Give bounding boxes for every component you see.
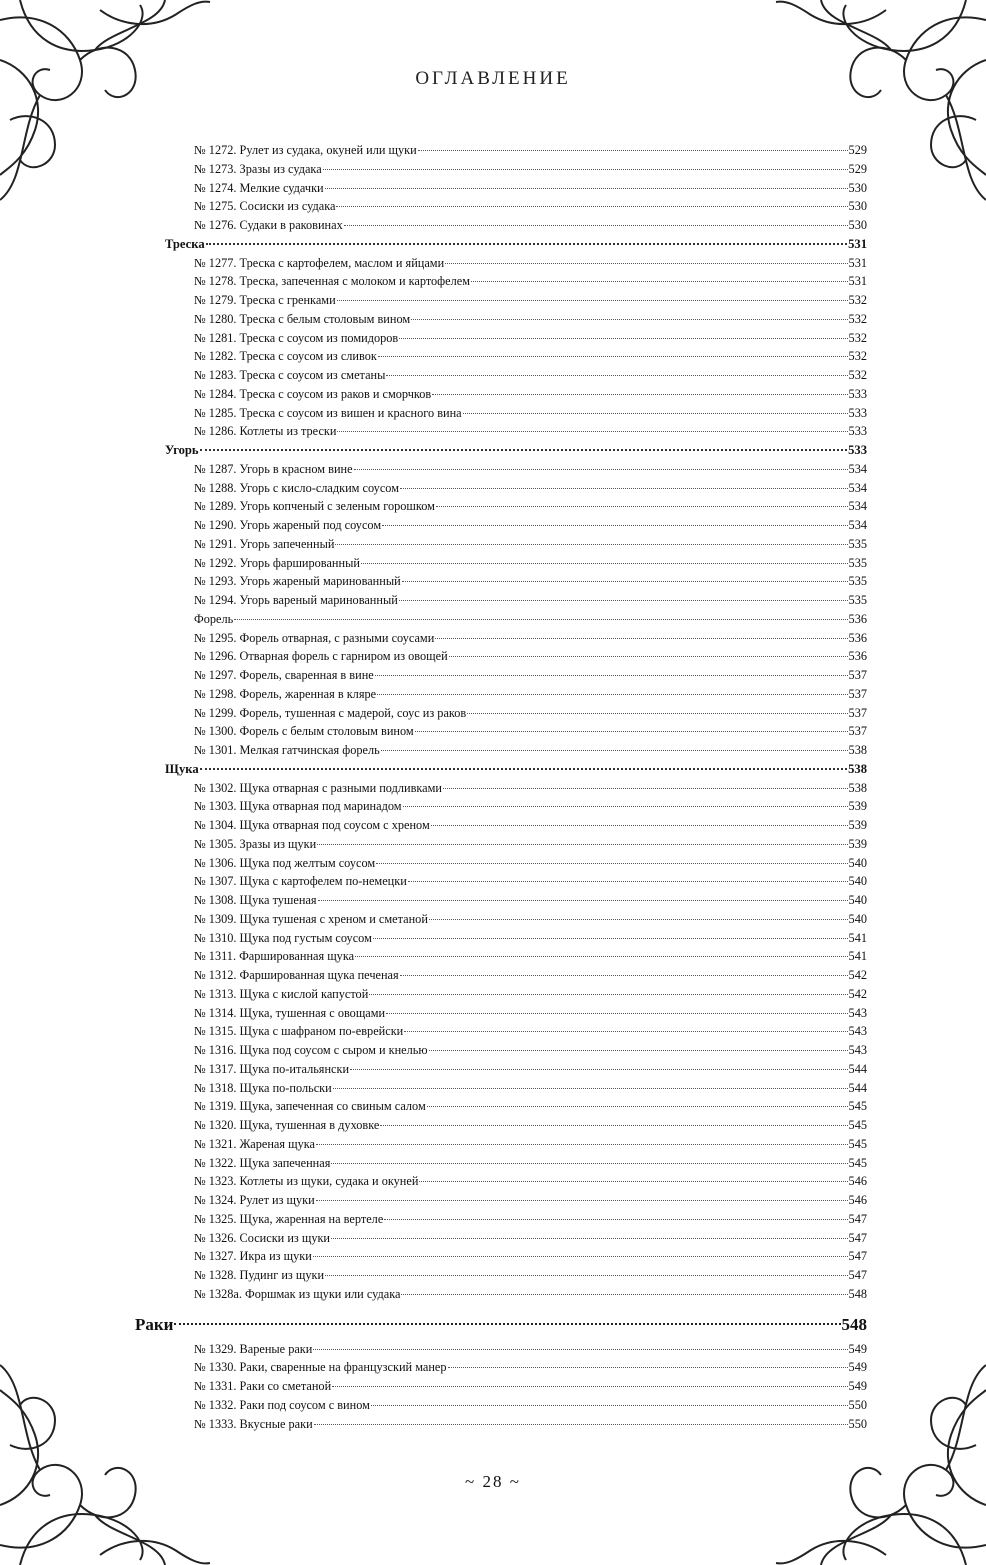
dot-leader xyxy=(375,675,848,676)
dot-leader xyxy=(386,375,847,376)
toc-entry-page: 538 xyxy=(848,761,867,776)
dot-leader xyxy=(411,319,847,320)
toc-entry-title: № 1297. Форель, сваренная в вине xyxy=(194,668,374,682)
toc-entry-title: № 1272. Рулет из судака, окуней или щуки xyxy=(194,143,417,157)
toc-entry-page: 537 xyxy=(848,686,867,701)
dot-leader xyxy=(323,169,848,170)
toc-entry-page: 535 xyxy=(848,536,867,551)
toc-recipe-entry xyxy=(165,591,867,610)
toc-entry-title: № 1328. Пудинг из щуки xyxy=(194,1268,325,1282)
dot-leader xyxy=(336,206,847,207)
toc-entry-title: № 1290. Угорь жареный под соусом xyxy=(194,518,382,532)
dot-leader xyxy=(333,1088,848,1089)
dot-leader xyxy=(381,750,848,751)
toc-entry-title: № 1330. Раки, сваренные на французский манер xyxy=(194,1360,447,1375)
toc-entry-page: 531 xyxy=(848,236,867,251)
toc-recipe-entry xyxy=(165,872,867,891)
toc-entry-page: 533 xyxy=(848,405,867,420)
toc-recipe-entry xyxy=(165,291,867,310)
toc-recipe-entry xyxy=(165,216,867,235)
dot-leader xyxy=(399,600,848,601)
toc-entry-title: № 1277. Треска с картофелем, маслом и яйцами xyxy=(194,255,445,270)
toc-entry-page: 547 xyxy=(848,1268,867,1282)
toc-entry-page: 540 xyxy=(848,855,867,870)
toc-entry-title: № 1278. Треска, запеченная с молоком и картофелем xyxy=(194,274,470,289)
toc-recipe-entry xyxy=(165,647,867,666)
dot-leader xyxy=(435,638,847,639)
toc-entry-title: № 1302. Щука отварная с разными подливками xyxy=(194,780,442,795)
dot-leader xyxy=(467,713,847,714)
toc-entry-title: № 1289. Угорь копченый с зеленым горошком xyxy=(194,499,435,514)
dot-leader xyxy=(317,844,847,845)
dot-leader xyxy=(429,919,848,920)
dot-leader xyxy=(373,938,848,939)
toc-entry-title: № 1288. Угорь с кисло-сладким соусом xyxy=(194,480,399,495)
dot-leader xyxy=(404,1031,847,1032)
toc-entry-page: 550 xyxy=(848,1416,867,1431)
toc-recipe-entry xyxy=(165,666,867,685)
toc-entry-page: 543 xyxy=(848,1005,867,1020)
toc-entry-title: № 1286. Котлеты из трески xyxy=(194,424,337,439)
toc-recipe-entry xyxy=(165,704,867,723)
toc-entry-title: № 1279. Треска с гренками xyxy=(194,293,336,307)
dot-leader xyxy=(325,1275,848,1276)
toc-recipe-entry xyxy=(165,535,867,554)
dot-leader xyxy=(445,263,847,264)
toc-recipe-entry xyxy=(165,629,867,648)
dot-leader xyxy=(415,731,848,732)
toc-entry-page: 531 xyxy=(848,255,867,270)
dot-leader xyxy=(332,1386,847,1387)
dot-leader xyxy=(206,243,847,245)
toc-recipe-entry xyxy=(165,966,867,985)
toc-recipe-entry xyxy=(165,141,867,160)
toc-entry-title: № 1294. Угорь вареный маринованный xyxy=(194,593,398,607)
toc-entry-page: 540 xyxy=(848,911,867,926)
toc-recipe-entry xyxy=(165,1266,867,1285)
toc-entry-page: 534 xyxy=(848,461,867,476)
dot-leader xyxy=(471,281,848,282)
dot-leader xyxy=(174,1323,840,1325)
toc-entry-title: № 1305. Зразы из щуки xyxy=(194,836,317,851)
toc-entry-title: № 1325. Щука, жаренная на вертеле xyxy=(194,1211,384,1226)
toc-entry-page: 544 xyxy=(848,1080,867,1095)
toc-entry-page: 549 xyxy=(848,1360,867,1375)
toc-entry-title: № 1275. Сосиски из судака xyxy=(194,199,336,214)
toc-entry-page: 541 xyxy=(848,949,867,964)
toc-entry-page: 540 xyxy=(848,874,867,889)
dot-leader xyxy=(431,825,848,826)
toc-entry-title: № 1308. Щука тушеная xyxy=(194,893,317,907)
dot-leader xyxy=(448,1367,848,1368)
toc-entry-page: 532 xyxy=(848,293,867,307)
toc-entry-page: 545 xyxy=(848,1155,867,1170)
toc-recipe-entry xyxy=(165,1004,867,1023)
dot-leader xyxy=(408,881,848,882)
toc-recipe-entry xyxy=(165,1415,867,1434)
toc-entry-title: № 1280. Треска с белым столовым вином xyxy=(194,311,411,326)
toc-recipe-entry xyxy=(165,554,867,573)
toc-entry-page: 549 xyxy=(848,1341,867,1356)
dot-leader xyxy=(402,581,848,582)
toc-entry-page: 537 xyxy=(848,668,867,682)
dot-leader xyxy=(418,150,848,151)
toc-entry-page: 547 xyxy=(848,1230,867,1245)
toc-entry-title: № 1307. Щука с картофелем по-немецки xyxy=(194,874,407,889)
toc-entry-title: № 1312. Фаршированная щука печеная xyxy=(194,968,399,982)
page-number: ~ 28 ~ xyxy=(465,1472,521,1491)
toc-entry-title: Раки xyxy=(135,1314,174,1334)
toc-entry-title: № 1319. Щука, запеченная со свиным салом xyxy=(194,1099,426,1114)
toc-recipe-entry xyxy=(165,422,867,441)
toc-recipe-entry xyxy=(165,685,867,704)
dot-leader xyxy=(200,768,847,770)
dot-leader xyxy=(331,1163,847,1164)
dot-leader xyxy=(377,694,847,695)
dot-leader xyxy=(376,863,847,864)
toc-section-entry xyxy=(165,441,867,460)
toc-recipe-entry xyxy=(165,910,867,929)
toc-entry-page: 530 xyxy=(848,218,867,232)
toc-entry-title: № 1316. Щука под соусом с сыром и кнелью xyxy=(194,1043,428,1057)
toc-entry-page: 548 xyxy=(848,1286,867,1301)
toc-entry-title: № 1314. Щука, тушенная с овощами xyxy=(194,1005,386,1020)
toc-entry-page: 546 xyxy=(848,1174,867,1189)
toc-entry-page: 548 xyxy=(841,1314,867,1334)
dot-leader xyxy=(384,1219,847,1220)
toc-entry-title: № 1285. Треска с соусом из вишен и красного вина xyxy=(194,405,462,420)
toc-chapter-entry xyxy=(135,1310,867,1340)
dot-leader xyxy=(313,1256,848,1257)
toc-entry-title: № 1326. Сосиски из щуки xyxy=(194,1230,331,1245)
toc-entry-page: 547 xyxy=(848,1211,867,1226)
toc-recipe-entry xyxy=(165,160,867,179)
toc-entry-page: 544 xyxy=(848,1061,867,1076)
dot-leader xyxy=(361,563,848,564)
toc-entry-page: 543 xyxy=(848,1024,867,1039)
dot-leader xyxy=(200,449,848,451)
toc-recipe-entry xyxy=(165,816,867,835)
toc-recipe-entry xyxy=(165,385,867,404)
dot-leader xyxy=(354,469,848,470)
toc-recipe-entry xyxy=(165,741,867,760)
toc-recipe-entry xyxy=(165,1191,867,1210)
toc-entry-page: 549 xyxy=(848,1379,867,1393)
toc-entry-title: № 1273. Зразы из судака xyxy=(194,161,322,176)
dot-leader xyxy=(463,413,848,414)
toc-entry-title: № 1298. Форель, жаренная в кляре xyxy=(194,686,377,701)
toc-entry-title: № 1300. Форель с белым столовым вином xyxy=(194,724,414,739)
dot-leader xyxy=(429,1050,848,1051)
toc-entry-page: 532 xyxy=(848,311,867,326)
toc-entry-title: № 1299. Форель, тушенная с мадерой, соус из раков xyxy=(194,705,467,720)
toc-entry-page: 536 xyxy=(848,630,867,645)
toc-recipe-entry xyxy=(165,254,867,273)
toc-entry-page: 531 xyxy=(848,274,867,289)
toc-recipe-entry xyxy=(165,1022,867,1041)
toc-entry-page: 532 xyxy=(848,349,867,364)
toc-entry-page: 539 xyxy=(848,836,867,851)
toc-recipe-entry xyxy=(165,1135,867,1154)
toc-entry-page: 550 xyxy=(848,1397,867,1412)
toc-entry-title: № 1304. Щука отварная под соусом с хреном xyxy=(194,818,430,832)
toc-recipe-entry xyxy=(165,1377,867,1396)
toc-entry-page: 533 xyxy=(848,386,867,401)
dot-leader xyxy=(400,975,848,976)
toc-entry-title: № 1310. Щука под густым соусом xyxy=(194,930,372,945)
toc-recipe-entry xyxy=(165,1079,867,1098)
toc-recipe-entry xyxy=(165,197,867,216)
table-of-contents xyxy=(135,141,867,1433)
toc-entry-page: 541 xyxy=(848,930,867,945)
dot-leader xyxy=(443,788,848,789)
toc-entry-title: № 1331. Раки со сметаной xyxy=(194,1379,332,1393)
dot-leader xyxy=(369,994,847,995)
toc-entry-page: 545 xyxy=(848,1099,867,1114)
toc-entry-page: 537 xyxy=(848,705,867,720)
dot-leader xyxy=(403,806,848,807)
toc-recipe-entry xyxy=(165,1358,867,1377)
toc-entry-page: 529 xyxy=(848,161,867,176)
toc-entry-title: № 1287. Угорь в красном вине xyxy=(194,461,353,476)
toc-entry-title: № 1311. Фаршированная щука xyxy=(194,949,355,964)
dot-leader xyxy=(355,956,847,957)
toc-entry-title: № 1318. Щука по-польски xyxy=(194,1080,332,1095)
dot-leader xyxy=(316,1144,848,1145)
toc-recipe-entry xyxy=(165,1060,867,1079)
toc-recipe-entry xyxy=(165,835,867,854)
toc-entry-title: № 1301. Мелкая гатчинская форель xyxy=(194,743,380,757)
toc-recipe-entry xyxy=(165,722,867,741)
dot-leader xyxy=(380,1125,847,1126)
dot-leader xyxy=(378,356,848,357)
dot-leader xyxy=(432,394,847,395)
dot-leader xyxy=(401,1294,847,1295)
toc-entry-page: 539 xyxy=(848,799,867,814)
dot-leader xyxy=(400,488,848,489)
toc-recipe-entry xyxy=(165,516,867,535)
toc-entry-title: № 1313. Щука с кислой капустой xyxy=(194,986,369,1001)
toc-recipe-entry xyxy=(165,497,867,516)
toc-recipe-entry xyxy=(165,572,867,591)
dot-leader xyxy=(325,188,848,189)
toc-entry-page: 545 xyxy=(848,1136,867,1151)
toc-recipe-entry xyxy=(165,366,867,385)
toc-recipe-entry xyxy=(165,460,867,479)
toc-recipe-entry xyxy=(165,1097,867,1116)
dot-leader xyxy=(436,506,848,507)
toc-recipe-entry xyxy=(165,891,867,910)
toc-entry-title: № 1295. Форель отварная, с разными соусами xyxy=(194,630,435,645)
toc-recipe-entry xyxy=(165,779,867,798)
dot-leader xyxy=(234,619,847,620)
toc-entry-title: № 1322. Щука запеченная xyxy=(194,1155,331,1170)
toc-entry-page: 542 xyxy=(848,968,867,982)
dot-leader xyxy=(335,544,847,545)
toc-entry-title: № 1291. Угорь запеченный xyxy=(194,536,335,551)
toc-entry-title: Форель xyxy=(194,611,234,626)
toc-entry-title: № 1276. Судаки в раковинах xyxy=(194,218,343,232)
toc-section-entry xyxy=(165,235,867,254)
toc-entry-page: 539 xyxy=(848,818,867,832)
dot-leader xyxy=(337,431,847,432)
toc-entry-page: 534 xyxy=(848,518,867,532)
toc-entry-title: № 1303. Щука отварная под маринадом xyxy=(194,799,402,814)
toc-entry-page: 545 xyxy=(848,1118,867,1132)
dot-leader xyxy=(449,656,848,657)
toc-recipe-entry xyxy=(165,347,867,366)
toc-entry-title: № 1292. Угорь фаршированный xyxy=(194,555,360,570)
toc-recipe-entry xyxy=(165,854,867,873)
toc-entry-title: Треска xyxy=(165,236,205,251)
toc-entry-page: 534 xyxy=(848,480,867,495)
toc-entry-page: 530 xyxy=(848,199,867,214)
toc-entry-title: № 1324. Рулет из щуки xyxy=(194,1193,315,1207)
toc-entry-page: 535 xyxy=(848,574,867,589)
toc-entry-page: 530 xyxy=(848,180,867,195)
toc-recipe-entry xyxy=(165,1396,867,1415)
toc-entry-title: № 1282. Треска с соусом из сливок xyxy=(194,349,377,364)
toc-section-entry xyxy=(165,760,867,779)
toc-entry-page: 535 xyxy=(848,555,867,570)
toc-entry-page: 542 xyxy=(848,986,867,1001)
toc-recipe-entry xyxy=(165,1247,867,1266)
dot-leader xyxy=(371,1405,848,1406)
toc-recipe-entry xyxy=(165,929,867,948)
toc-entry-page: 538 xyxy=(848,780,867,795)
toc-entry-title: № 1332. Раки под соусом с вином xyxy=(194,1397,370,1412)
dot-leader xyxy=(386,1013,847,1014)
toc-recipe-entry xyxy=(165,1210,867,1229)
toc-recipe-entry xyxy=(165,272,867,291)
dot-leader xyxy=(314,1424,848,1425)
toc-recipe-entry xyxy=(165,479,867,498)
toc-entry-title: № 1333. Вкусные раки xyxy=(194,1416,313,1431)
toc-recipe-entry xyxy=(165,1041,867,1060)
toc-recipe-entry xyxy=(165,1340,867,1359)
toc-recipe-entry xyxy=(165,797,867,816)
dot-leader xyxy=(344,225,848,226)
toc-entry-page: 534 xyxy=(848,499,867,514)
toc-entry-title: № 1283. Треска с соусом из сметаны xyxy=(194,368,386,382)
dot-leader xyxy=(419,1181,847,1182)
toc-entry-title: № 1281. Треска с соусом из помидоров xyxy=(194,330,399,345)
toc-entry-page: 529 xyxy=(848,143,867,157)
toc-entry-title: № 1328а. Форшмак из щуки или судака xyxy=(194,1286,401,1301)
toc-entry-page: 533 xyxy=(848,424,867,439)
toc-recipe-entry xyxy=(165,1229,867,1248)
toc-entry-title: № 1306. Щука под желтым соусом xyxy=(194,855,376,870)
dot-leader xyxy=(399,338,847,339)
dot-leader xyxy=(316,1200,848,1201)
toc-entry-page: 540 xyxy=(848,893,867,907)
toc-entry-page: 536 xyxy=(848,611,867,626)
page-title: ОГЛАВЛЕНИЕ xyxy=(415,68,571,89)
toc-recipe-entry xyxy=(165,1154,867,1173)
toc-recipe-entry xyxy=(165,947,867,966)
toc-recipe-entry xyxy=(165,329,867,348)
toc-entry-title: № 1327. Икра из щуки xyxy=(194,1249,312,1264)
toc-entry-page: 532 xyxy=(848,368,867,382)
toc-entry-page: 535 xyxy=(848,593,867,607)
toc-entry-title: № 1274. Мелкие судачки xyxy=(194,180,324,195)
toc-entry-title: Щука xyxy=(165,761,199,776)
toc-entry-title: № 1321. Жареная щука xyxy=(194,1136,315,1151)
toc-recipe-entry xyxy=(165,985,867,1004)
toc-entry-page: 546 xyxy=(848,1193,867,1207)
dot-leader xyxy=(337,300,848,301)
toc-entry-page: 532 xyxy=(848,330,867,345)
toc-entry-page: 533 xyxy=(848,443,867,457)
toc-entry-page: 547 xyxy=(848,1249,867,1264)
dot-leader xyxy=(382,525,847,526)
toc-entry-title: № 1309. Щука тушеная с хреном и сметаной xyxy=(194,911,428,926)
dot-leader xyxy=(318,900,848,901)
toc-recipe-entry xyxy=(165,1172,867,1191)
toc-entry-page: 538 xyxy=(848,743,867,757)
toc-recipe-entry xyxy=(165,1285,867,1304)
toc-entry-title: № 1315. Щука с шафраном по-еврейски xyxy=(194,1024,404,1039)
toc-entry-page: 543 xyxy=(848,1043,867,1057)
toc-entry-title: № 1317. Щука по-итальянски xyxy=(194,1061,350,1076)
toc-entry-title: Угорь xyxy=(165,443,199,457)
toc-entry-title: № 1296. Отварная форель с гарниром из овощей xyxy=(194,649,448,664)
toc-entry-page: 536 xyxy=(848,649,867,664)
toc-entry-title: № 1323. Котлеты из щуки, судака и окуней xyxy=(194,1174,419,1189)
dot-leader xyxy=(313,1349,847,1350)
toc-entry-title: № 1329. Вареные раки xyxy=(194,1341,313,1356)
toc-entry-title: № 1293. Угорь жареный маринованный xyxy=(194,574,401,589)
toc-recipe-entry xyxy=(165,179,867,198)
toc-entry-title: № 1284. Треска с соусом из раков и сморчков xyxy=(194,386,432,401)
dot-leader xyxy=(350,1069,847,1070)
dot-leader xyxy=(427,1106,848,1107)
toc-section-entry xyxy=(165,610,867,629)
toc-entry-page: 537 xyxy=(848,724,867,739)
toc-recipe-entry xyxy=(165,404,867,423)
dot-leader xyxy=(331,1238,848,1239)
toc-recipe-entry xyxy=(165,1116,867,1135)
toc-recipe-entry xyxy=(165,310,867,329)
toc-entry-title: № 1320. Щука, тушенная в духовке xyxy=(194,1118,380,1132)
